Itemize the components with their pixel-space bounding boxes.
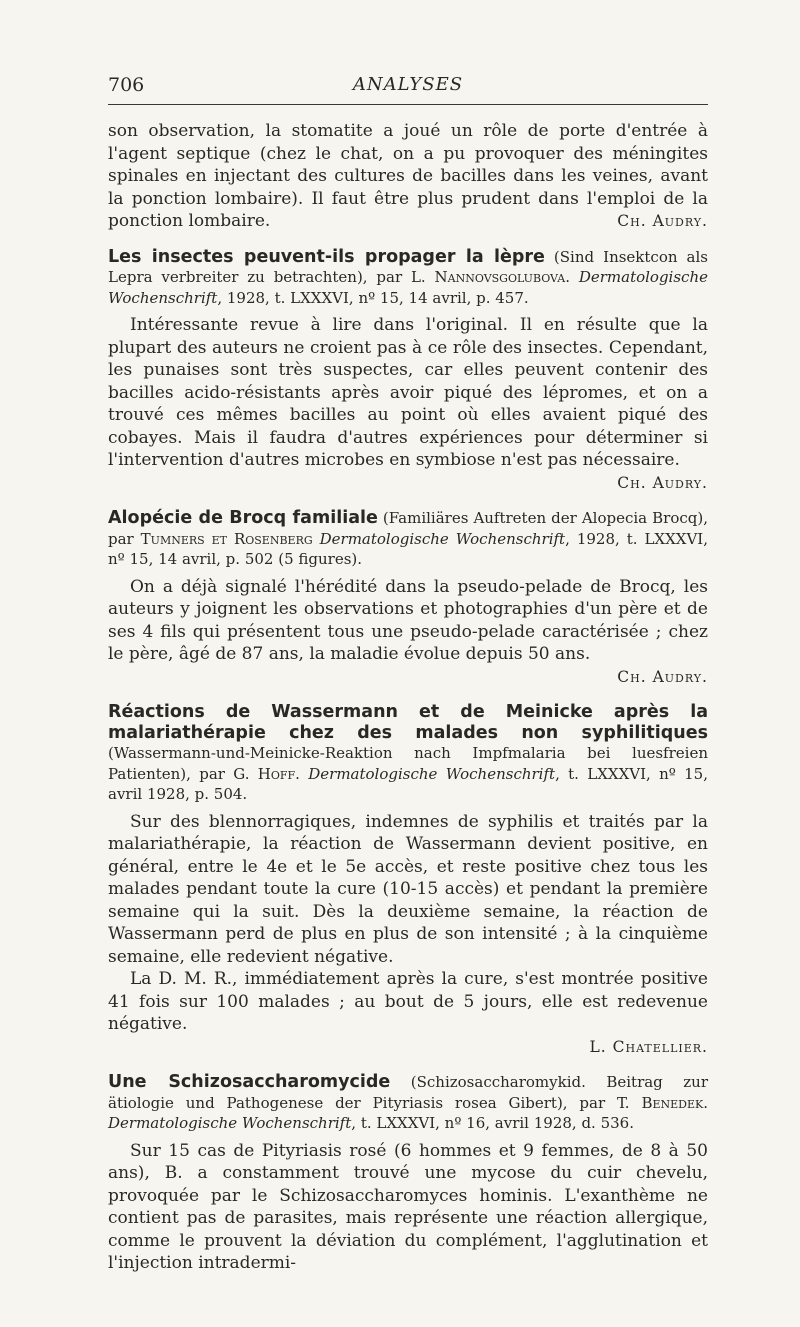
paragraph-text: Intéressante revue à lire dans l'original. Il en résulte que la plupart des auteurs ne croient pas à ce rôle des insectes. Cependant, les punaises sont très suspectes, car elles peuvent contenir des bacilles acido-résistants après avoir piqué des lépromes, et on a trouvé ces mêmes bacilles au point où elles avaient piqué des cobayes. Mais il faudra d'autres expériences pour déterminer si l'intervention d'autres microbes en symbiose n'est pas nécessaire. xyxy=(108,315,708,470)
article-reference xyxy=(108,702,708,805)
article-signature: L. Chatellier. xyxy=(589,1037,708,1056)
article-insectes xyxy=(108,247,708,495)
article-signature: Ch. Audry. xyxy=(617,667,708,686)
article-reference xyxy=(108,247,708,309)
article-alopecie xyxy=(108,508,708,688)
reference-text: (Schizosaccharomykid. Beitrag zur ätiologie und Pathogenese der Pityriasis rosea Gibert), par T. xyxy=(108,1073,708,1112)
reference-text: . xyxy=(703,1093,708,1112)
journal-name: Dermatologische Wochenschrift xyxy=(108,268,708,307)
reference-details: , 1928, t. LXXXVI, nº 15, 14 avril, p. 502 (5 figures). xyxy=(108,529,708,568)
article-author: Nannovsgolubova xyxy=(434,268,566,286)
article-paragraph: Sur 15 cas de Pityriasis rosé (6 hommes et 9 femmes, de 8 à 50 ans), B. a constamment trouvé une mycose du cuir chevelu, provoquée par le Schizosaccharomyces hominis. L'exanthème ne contient pas de parasites, mais représente une réaction allergique, comme le prouvent la déviation du complément, l'agglutination et l'injection intradermi- xyxy=(108,1140,708,1273)
article-signature: Ch. Audry. xyxy=(617,473,708,492)
article-title: Les insectes peuvent-ils propager la lèpre xyxy=(108,246,545,267)
reference-text: (Wassermann-und-Meinicke-Reaktion nach Impfmalaria bei luesfreien Patienten), par G. xyxy=(108,744,708,783)
page-number: 706 xyxy=(108,74,145,96)
journal-name: Dermatologische Wochenschrift xyxy=(319,529,566,548)
article-title: Alopécie de Brocq familiale xyxy=(108,508,378,528)
article-paragraph: On a déjà signalé l'hérédité dans la pseudo-pelade de Brocq, les auteurs y joignent les observations et photographies d'un père et de ses 4 fils qui présentent tous une pseudo-pelade caractérisée ; chez le père, âgé de 87 ans, la maladie évolue depuis 50 ans. xyxy=(108,576,708,664)
intro-signature: Ch. Audry. xyxy=(617,212,708,230)
header-rule xyxy=(108,104,708,105)
article-reference xyxy=(108,1072,708,1134)
article-paragraph: Sur des blennorragiques, indemnes de syphilis et traités par la malariathérapie, la réaction de Wassermann devient positive, en général, entre le 4e et le 5e accès, et reste positive chez tous les malades pendant toute la cure (10-15 accès) et pendant la première semaine qui la suit. Dès la deuxième semaine, la réaction de Wassermann perd de plus en plus de son intensité ; à la cinquième semaine, elle redevient négative. xyxy=(108,811,708,967)
reference-details: , 1928, t. LXXXVI, nº 15, 14 avril, p. 457. xyxy=(217,288,529,307)
article-title: Une Schizosaccharomycide xyxy=(108,1072,391,1092)
page-content xyxy=(108,120,708,1275)
reference-text xyxy=(313,530,320,548)
article-paragraph xyxy=(108,314,708,492)
article-paragraph: La D. M. R., immédiatement après la cure, s'est montrée positive 41 fois sur 100 malades ; au bout de 5 jours, elle est redevenue négative. xyxy=(108,969,708,1034)
reference-text: (Sind Insektcon als Lepra verbreiter zu betrachten), par L. xyxy=(108,247,708,286)
article-title: Réactions de Wassermann et de Meinicke après la malariathérapie chez des malades non syphilitiques xyxy=(108,702,708,743)
article-wassermann xyxy=(108,702,708,1058)
intro-text: son observation, la stomatite a joué un rôle de porte d'entrée à l'agent septique (chez le chat, on a pu provoquer des méningites spinales en injectant des cultures de bacilles dans les veines, avant la ponction lombaire). Il faut être plus prudent dans l'emploi de la ponction lombaire. xyxy=(108,121,708,231)
intro-paragraph xyxy=(108,120,708,233)
journal-name: Dermatologische Wochenschrift xyxy=(108,1114,352,1132)
article-schizosaccharomycide xyxy=(108,1072,708,1275)
running-title: ANALYSES xyxy=(352,74,464,95)
reference-details: , t. LXXXVI, nº 15, avril 1928, p. 504. xyxy=(108,764,708,803)
article-reference xyxy=(108,508,708,570)
article-author: Benedek xyxy=(641,1093,704,1112)
page-header xyxy=(108,74,708,98)
reference-text: (Familiäres Auftreten der Alopecia Brocq), par xyxy=(108,509,708,548)
reference-text: . xyxy=(295,764,309,783)
article-author: Tumners et Rosenberg xyxy=(140,529,313,548)
reference-text: . xyxy=(565,268,579,286)
journal-name: Dermatologische Wochenschrift xyxy=(308,764,556,783)
article-author: Hoff xyxy=(257,764,296,783)
reference-details: , t. LXXXVI, nº 16, avril 1928, d. 536. xyxy=(351,1114,634,1132)
